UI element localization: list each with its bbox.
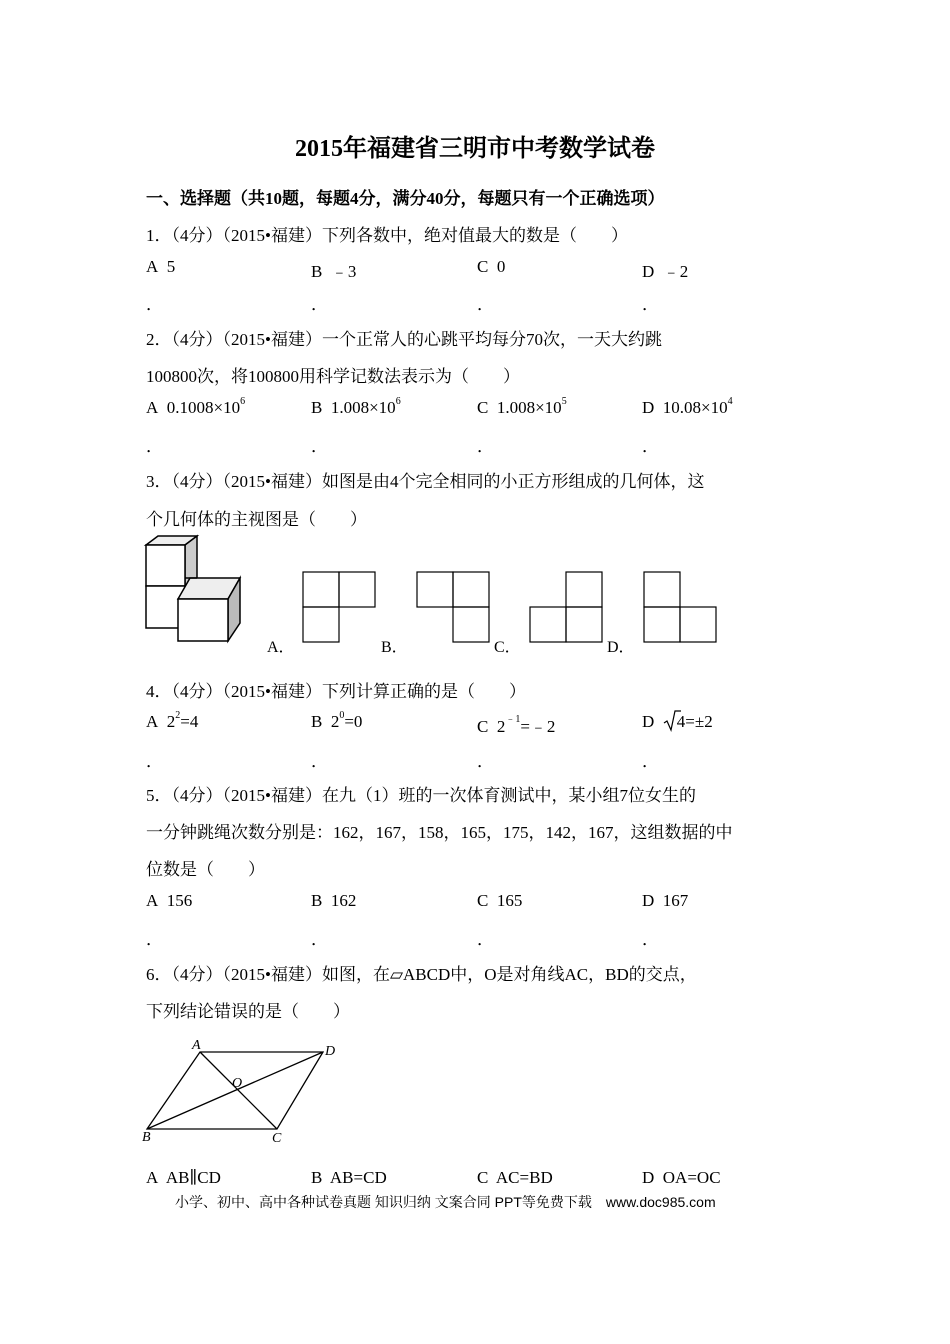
option-dot: ．	[146, 295, 163, 314]
q4-option-b[interactable]: B $2^0=0$	[311, 710, 363, 731]
option-b-view	[416, 571, 491, 643]
section-heading: 一、选择题（共10题，每题4分，满分40分，每题只有一个正确选项）	[146, 189, 665, 208]
question-5-stem-line3: 位数是（ ）	[146, 860, 265, 879]
q1-option-c[interactable]: C 0	[477, 257, 506, 276]
q3-option-a[interactable]: A．	[267, 639, 295, 656]
q1-option-b[interactable]: B ﹣3	[311, 262, 357, 281]
question-2-stem-line1: 2．（4分）（2015•福建）一个正常人的心跳平均每分70次，一天大约跳	[146, 330, 662, 349]
option-dot: ．	[146, 752, 163, 771]
question-2-stem-line2: 100800次，将100800用科学记数法表示为（ ）	[146, 367, 520, 386]
option-dot: ．	[477, 437, 494, 456]
question-4-stem: 4．（4分）（2015•福建）下列计算正确的是（ ）	[146, 682, 526, 701]
option-dot: ．	[311, 295, 328, 314]
q2-option-a[interactable]: A $0.1008\times 10^6$	[146, 396, 246, 417]
vertex-label-a: A	[192, 1038, 201, 1053]
q5-option-c[interactable]: C 165	[477, 891, 523, 910]
vertex-label-o: O	[232, 1076, 243, 1091]
option-dot: ．	[311, 437, 328, 456]
option-dot: ．	[146, 437, 163, 456]
q6-option-c[interactable]: C AC=BD	[477, 1168, 553, 1187]
square-root-icon	[663, 710, 681, 732]
q5-option-a[interactable]: A 156	[146, 891, 193, 910]
option-d-view	[643, 571, 718, 643]
vertex-label-c: C	[272, 1131, 282, 1146]
q4-option-a[interactable]: A $2^2=4$	[146, 710, 199, 731]
option-dot: ．	[311, 930, 328, 949]
option-dot: ．	[642, 437, 659, 456]
question-5-stem-line1: 5．（4分）（2015•福建）在九（1）班的一次体育测试中，某小组7位女生的	[146, 786, 696, 805]
q1-option-d[interactable]: D ﹣2	[642, 262, 689, 281]
option-dot: ．	[477, 295, 494, 314]
cube-solid-figure	[140, 535, 250, 645]
q4-option-d[interactable]: D 4=±2	[642, 712, 713, 731]
option-dot: ．	[642, 295, 659, 314]
q3-option-d[interactable]: D．	[607, 639, 635, 656]
option-dot: ．	[477, 930, 494, 949]
question-3-stem-line2: 个几何体的主视图是（ ）	[146, 510, 367, 529]
question-3-stem-line1: 3．（4分）（2015•福建）如图是由4个完全相同的小正方形组成的几何体，这	[146, 472, 705, 491]
question-1-stem: 1．（4分）（2015•福建）下列各数中，绝对值最大的数是（ ）	[146, 226, 628, 245]
q6-option-d[interactable]: D OA=OC	[642, 1168, 721, 1187]
option-dot: ．	[642, 930, 659, 949]
vertex-label-d: D	[325, 1044, 336, 1059]
option-dot: ．	[146, 930, 163, 949]
q4-option-c[interactable]: C $2^{﹣1}=﹣2$	[477, 714, 556, 736]
option-dot: ．	[642, 752, 659, 771]
q5-option-d[interactable]: D 167	[642, 891, 689, 910]
q3-option-b[interactable]: B．	[381, 639, 408, 656]
footer-note: 小学、初中、高中各种试卷真题 知识归纳 文案合同 PPT等免费下载 www.doc985.com	[175, 1194, 716, 1210]
q2-option-d[interactable]: D $10.08\times 10^4$	[642, 396, 733, 417]
q3-option-c[interactable]: C．	[494, 639, 521, 656]
vertex-label-b: B	[142, 1130, 151, 1145]
q2-option-c[interactable]: C $1.008\times 10^5$	[477, 396, 567, 417]
option-c-view	[529, 571, 604, 643]
q6-option-b[interactable]: B AB=CD	[311, 1168, 387, 1187]
option-dot: ．	[477, 752, 494, 771]
question-6-stem-line2: 下列结论错误的是（ ）	[146, 1002, 350, 1021]
q5-option-b[interactable]: B 162	[311, 891, 357, 910]
option-dot: ．	[311, 752, 328, 771]
option-a-view	[302, 571, 377, 643]
question-6-stem-line1: 6．（4分）（2015•福建）如图，在▱ABCD中，O是对角线AC，BD的交点，	[146, 965, 697, 984]
page-title: 2015年福建省三明市中考数学试卷	[295, 136, 655, 162]
q1-option-a[interactable]: A 5	[146, 257, 176, 276]
q2-option-b[interactable]: B $1.008\times 10^6$	[311, 396, 401, 417]
question-5-stem-line2: 一分钟跳绳次数分别是：162，167，158，165，175，142，167，这组数据的中	[146, 823, 733, 842]
parallelogram-figure	[140, 1036, 350, 1148]
q6-option-a[interactable]: A AB∥CD	[146, 1168, 221, 1187]
